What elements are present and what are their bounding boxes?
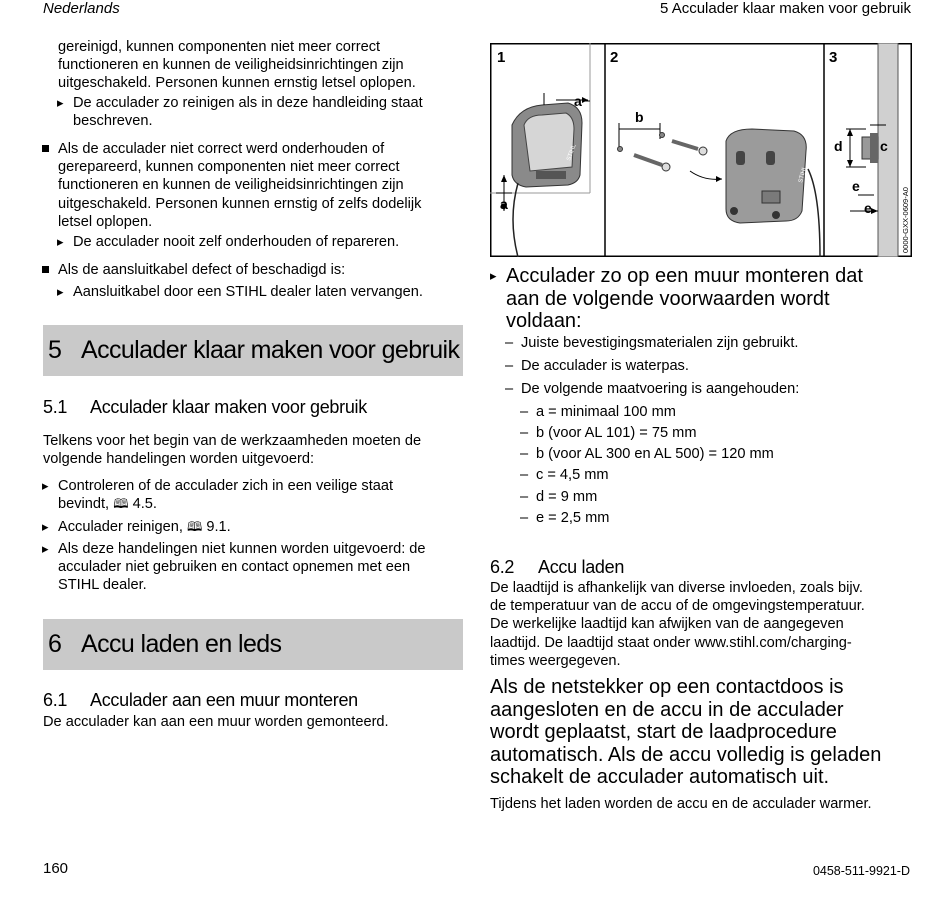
section-6-heading: 6 Accu laden en leds xyxy=(43,619,463,670)
step-clean-charger: ▸ Acculader reinigen, 🕮 9.1. xyxy=(58,518,231,537)
svg-text:STIHL: STIHL xyxy=(798,165,809,184)
measure-item: – b (voor AL 300 en AL 500) = 120 mm xyxy=(536,445,774,463)
measure-item: – e = 2,5 mm xyxy=(536,509,609,527)
measure-item: – a = minimaal 100 mm xyxy=(536,403,676,421)
warming-note: Tijdens het laden worden de accu en de acculader warmer. xyxy=(490,796,872,812)
step-check-safe-state: ▸ Controleren of de acculader zich in een veilige staat bevindt, 🕮 4.5. xyxy=(58,477,393,514)
measure-item: – c = 4,5 mm xyxy=(536,466,609,484)
warning-bullet-cable: Als de aansluitkabel defect of beschadigd is: xyxy=(58,262,346,278)
condition-item: – Juiste bevestigingsmaterialen zijn gebruikt. xyxy=(521,334,798,352)
measure-item: – b (voor AL 101) = 75 mm xyxy=(536,424,696,442)
wall-mount-figure xyxy=(490,43,912,257)
charging-time-text: De laadtijd is afhankelijk van diverse invloeden, zoals bijv. de temperatuur van de accu of de omgevingstemperatuur. De werkelijke laadtijd kan afwijken van de aangegeven laadtijd. De laadtijd staat onder www.stihl.com/charging- times weergegeven. xyxy=(490,580,865,669)
svg-text:e: e xyxy=(852,178,860,194)
cable-action: ▸ Aansluitkabel door een STIHL dealer laten vervangen. xyxy=(73,283,423,301)
panel-number-1: 1 xyxy=(497,49,506,66)
svg-text:a: a xyxy=(574,93,582,109)
subsection-6-1-title: Acculader aan een muur monteren xyxy=(90,690,358,710)
charging-procedure-text: Als de netstekker op een contactdoos is aangesloten en de accu in de acculader wordt geplaatst, start de laadprocedure automatisch. Als de accu volledig is geladen schakelt de acculader automatisch uit. xyxy=(490,676,882,788)
intro-action: ▸ De acculader zo reinigen als in deze handleiding staat beschreven. xyxy=(73,94,423,130)
panel-number-3: 3 xyxy=(829,49,838,66)
subsection-6-2-title: Accu laden xyxy=(538,557,625,577)
mounting-action: ▸ Acculader zo op een muur monteren dat aan de volgende voorwaarden wordt voldaan: xyxy=(506,265,863,333)
page-number: 160 xyxy=(43,860,69,877)
subsection-6-1-text: De acculader kan aan een muur worden gemonteerd. xyxy=(43,714,389,730)
condition-item: – De acculader is waterpas. xyxy=(521,357,689,375)
section-5-heading: 5 Acculader klaar maken voor gebruik xyxy=(43,325,463,376)
panel-number-2: 2 xyxy=(610,49,619,66)
svg-text:e: e xyxy=(864,200,872,216)
warning-bullet-maintenance: Als de acculader niet correct werd onderhouden of gerepareerd, kunnen componenten niet meer correct functioneren en kunnen de veiligheidsinrichtingen zijn uitgeschakeld. Personen kunnen ernstig of zelfs dodelijk letsel oplopen. xyxy=(58,141,422,230)
svg-text:b: b xyxy=(635,109,644,125)
subsection-5-1-title: Acculader klaar maken voor gebruik xyxy=(90,397,367,417)
document-code: 0458-511-9921-D xyxy=(812,864,910,878)
svg-text:a: a xyxy=(500,196,508,212)
step-contact-dealer: ▸ Als deze handelingen niet kunnen worden uitgevoerd: de acculader niet gebruiken en contact opnemen met een STIHL dealer. xyxy=(58,540,426,595)
measure-item: – d = 9 mm xyxy=(536,488,597,506)
figure-code: 0000-GXX-0609-A0 xyxy=(901,187,910,253)
header-section: 5 Acculader klaar maken voor gebruik xyxy=(660,0,911,17)
book-ref-icon: 🕮 xyxy=(113,497,129,513)
subsection-6-2-number: 6.2 xyxy=(490,557,515,577)
book-ref-icon: 🕮 xyxy=(187,520,203,535)
subsection-5-1-number: 5.1 xyxy=(43,397,68,417)
intro-paragraph: gereinigd, kunnen componenten niet meer correct functioneren en kunnen de veiligheidsinrichtingen zijn uitgeschakeld. Personen kunnen ernstig letsel oplopen. xyxy=(58,39,416,92)
svg-text:c: c xyxy=(880,138,888,154)
svg-text:d: d xyxy=(834,138,843,154)
header-language: Nederlands xyxy=(43,0,120,17)
subsection-5-1-text: Telkens voor het begin van de werkzaamheden moeten de volgende handelingen worden uitgevoerd: xyxy=(43,433,422,468)
condition-item: – De volgende maatvoering is aangehouden: xyxy=(521,380,799,398)
svg-text:STIHL: STIHL xyxy=(566,143,578,162)
maintenance-action: ▸ De acculader nooit zelf onderhouden of repareren. xyxy=(73,233,399,251)
subsection-6-1-number: 6.1 xyxy=(43,690,68,710)
